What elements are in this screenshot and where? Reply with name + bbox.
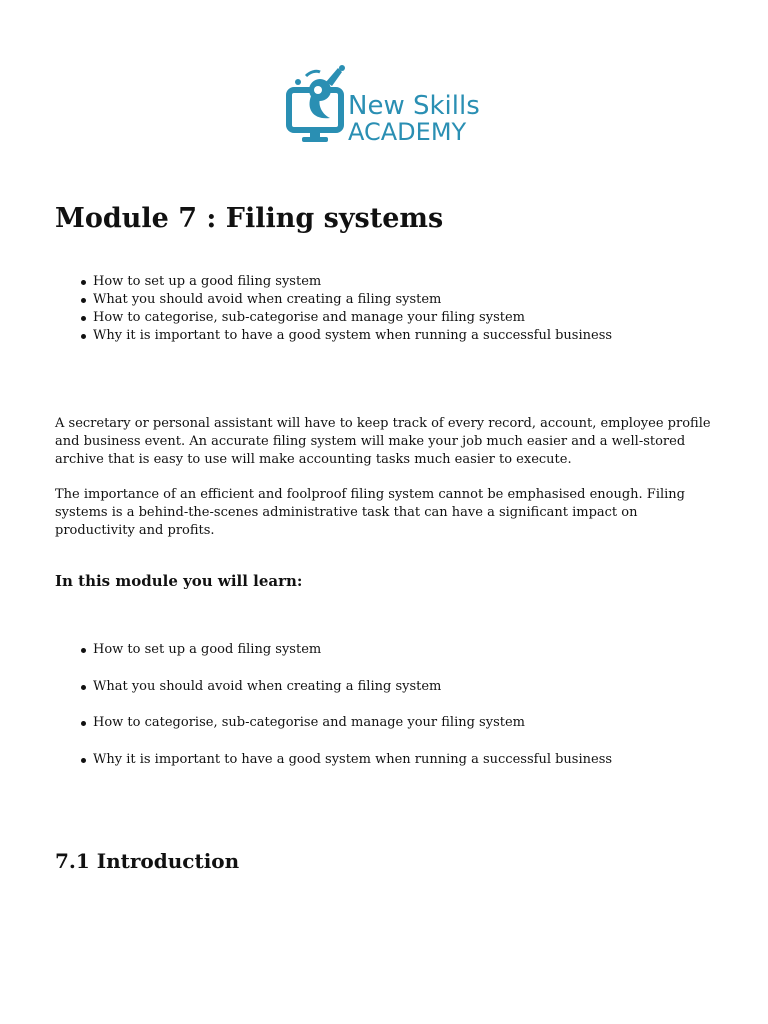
learn-list-item: How to set up a good filing system xyxy=(55,641,612,659)
learn-list-item: How to categorise, sub-categorise and manage your filing system xyxy=(55,714,612,732)
learn-list-item: What you should avoid when creating a filing system xyxy=(55,678,612,696)
learn-list-item: Why it is important to have a good system when running a successful business xyxy=(55,751,612,769)
summary-list xyxy=(55,273,612,345)
summary-list-item: How to set up a good filing system xyxy=(55,273,612,291)
monitor-rocket-logo-icon xyxy=(286,62,486,146)
learn-heading: In this module you will learn: xyxy=(55,572,303,590)
svg-text:ACADEMY: ACADEMY xyxy=(348,118,467,146)
page-title: Module 7 : Filing systems xyxy=(55,203,444,234)
importance-paragraph: The importance of an efficient and foolproof filing system cannot be emphasised enough. Filing systems is a behind-the-scenes administrative task that can have a significant impact on productivity and profits. xyxy=(55,487,685,538)
summary-list-item: Why it is important to have a good system when running a successful business xyxy=(55,327,612,345)
summary-list-item: What you should avoid when creating a filing system xyxy=(55,291,612,309)
summary-list-item: How to categorise, sub-categorise and manage your filing system xyxy=(55,309,612,327)
section-heading-introduction: 7.1 Introduction xyxy=(55,849,240,873)
svg-text:New Skills: New Skills xyxy=(348,91,480,121)
new-skills-academy-logo xyxy=(286,62,486,146)
learn-list xyxy=(55,641,612,787)
intro-paragraph: A secretary or personal assistant will have to keep track of every record, account, employee profile and business event. An accurate filing system will make your job much easier and a well-stored archive that is easy to use will make accounting tasks much easier to execute. xyxy=(55,416,711,467)
